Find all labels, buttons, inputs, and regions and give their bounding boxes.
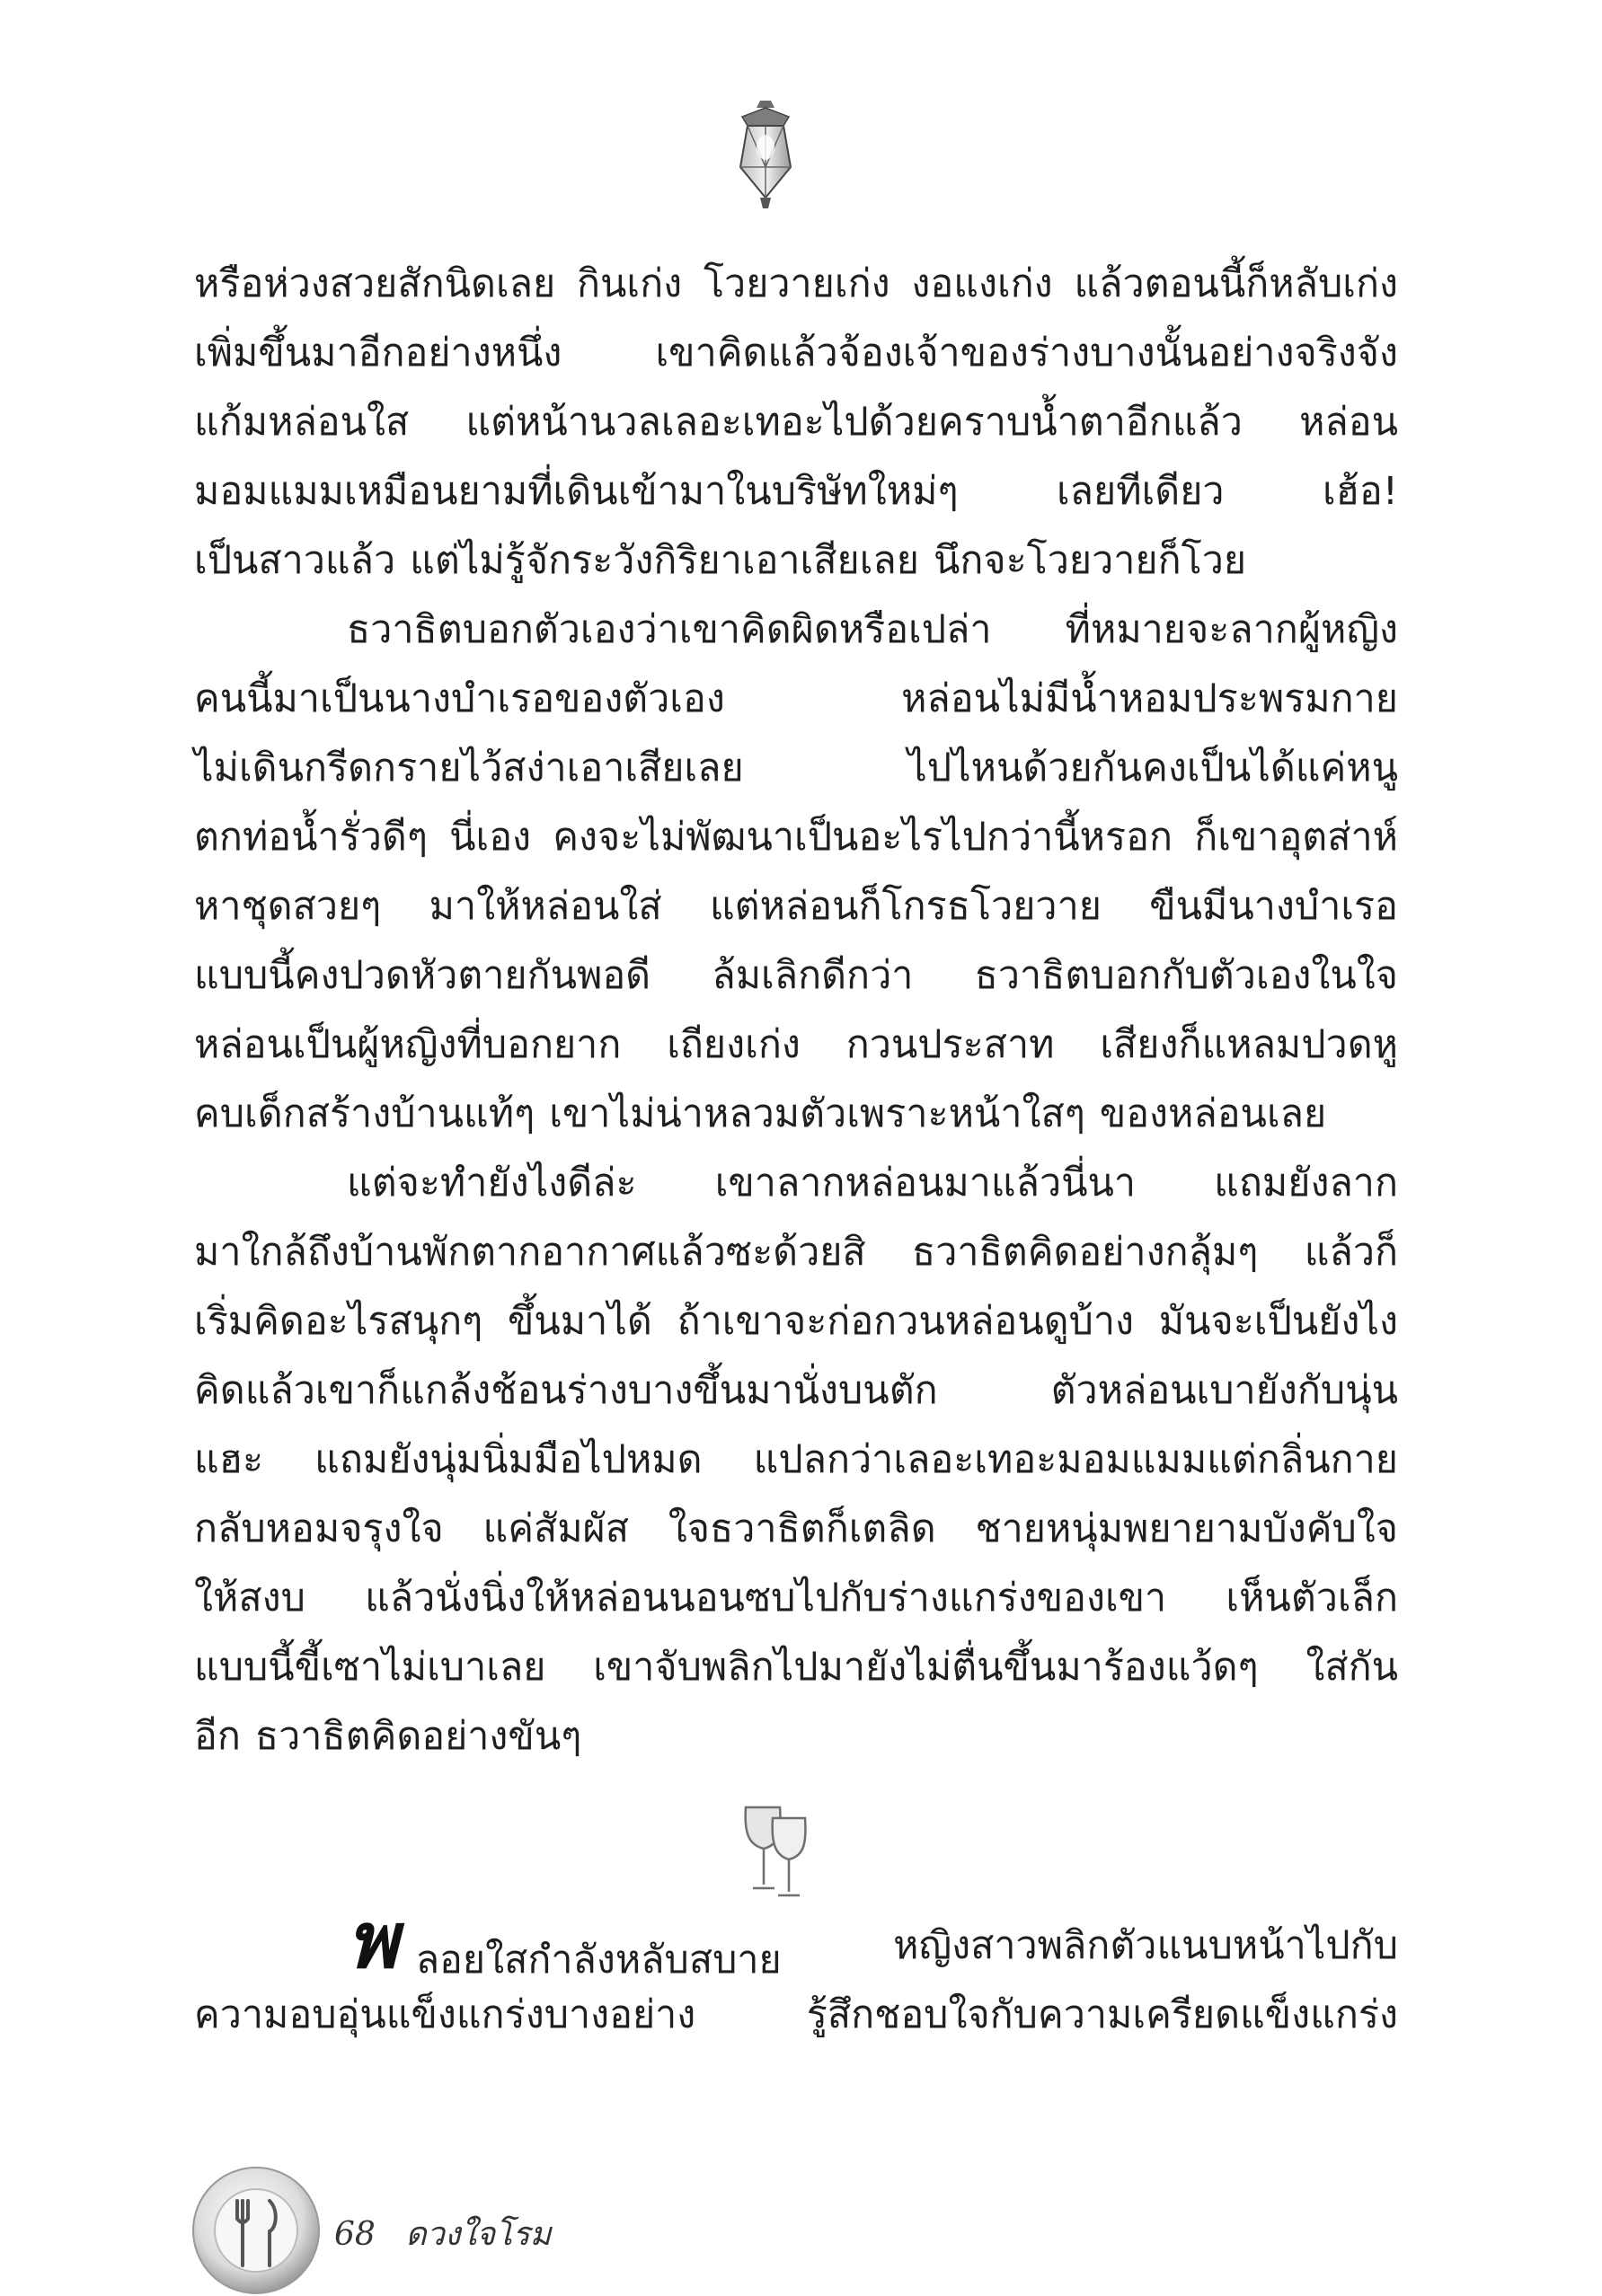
text-segment: ที่หมายจะลากผู้หญิง [1065, 607, 1398, 652]
text-segment: หาชุดสวยๆ [194, 884, 382, 929]
text-line [194, 1080, 1398, 1149]
text-segment: งอแงเก่ง [911, 261, 1053, 306]
text-segment: เลยทีเดียว [1056, 469, 1225, 514]
text-line [194, 1356, 1398, 1426]
text-segment: มันจะเป็นยังไง [1158, 1299, 1398, 1344]
section-two [194, 1895, 1398, 2050]
text-segment: อีก [194, 1714, 241, 1759]
text-line [194, 1011, 1398, 1080]
text-line [194, 388, 1398, 457]
drop-cap: พ [347, 1895, 398, 1986]
text-segment: แต่หน้านวลเลอะเทอะไปด้วยคราบน้ำตาอีกแล้ว [465, 400, 1243, 445]
text-segment: นี่เอง [449, 815, 532, 860]
text-line [194, 734, 1398, 803]
text-segment: ใส่กัน [1305, 1645, 1398, 1690]
text-line [194, 872, 1398, 941]
text-segment: มาใกล้ถึงบ้านพักตากอากาศแล้วซะด้วยสิ [194, 1230, 866, 1275]
text-segment: แบบนี้ขี้เซาไม่เบาเลย [194, 1645, 546, 1690]
text-segment: เห็นตัวเล็ก [1226, 1576, 1398, 1620]
text-segment: ของหล่อนเลย [1099, 1091, 1327, 1136]
text-line [194, 1149, 1398, 1218]
text-segment: กวนประสาท [845, 1022, 1055, 1067]
text-line [194, 1633, 1398, 1702]
text-line [194, 941, 1398, 1011]
lantern-icon [724, 97, 807, 212]
text-segment: ไม่เดินกรีดกรายไว้สง่าเอาเสียเลย [194, 746, 744, 790]
text-segment: ไปไหนด้วยกันคงเป็นได้แค่หนู [907, 746, 1398, 790]
text-segment: เพิ่มขึ้นมาอีกอย่างหนึ่ง [194, 331, 562, 375]
text-segment: กลับหอมจรุงใจ [194, 1506, 444, 1551]
text-line [194, 1218, 1398, 1287]
text-segment: รู้สึกชอบใจกับความเครียดแข็งแกร่ง [806, 1992, 1398, 2037]
text-line [194, 596, 1398, 665]
text-line [194, 1426, 1398, 1495]
text-segment: เสียงก็แหลมปวดหู [1100, 1022, 1398, 1067]
body-text [194, 250, 1398, 1771]
text-segment: แถมยังลาก [1214, 1161, 1398, 1205]
text-segment: เริ่มคิดอะไรสนุกๆ [194, 1299, 483, 1344]
page-number: 68 [334, 2216, 376, 2253]
text-segment: มาให้หล่อนใส่ [429, 884, 662, 929]
text-segment: เขาไม่น่าหลวมตัวเพราะหน้าใสๆ [549, 1091, 1085, 1136]
wine-glasses-icon [737, 1798, 812, 1899]
text-segment: ขึ้นมาได้ [508, 1299, 652, 1344]
page-footer [334, 2208, 552, 2259]
text-segment: ธวาธิตบอกกับตัวเองในใจ [974, 953, 1398, 998]
text-segment: ธวาธิตคิดอย่างขันๆ [254, 1714, 582, 1759]
text-segment: ล้มเลิกดีกว่า [712, 953, 914, 998]
plate-cutlery-icon [190, 2165, 322, 2296]
text-segment: คนนี้มาเป็นนางบำเรอของตัวเอง [194, 676, 725, 721]
text-segment: ธวาธิตคิดอย่างกลุ้มๆ [912, 1230, 1259, 1275]
text-line [194, 1702, 1398, 1771]
text-line [194, 1287, 1398, 1356]
text-segment: คงจะไม่พัฒนาเป็นอะไรไปกว่านี้หรอก [553, 815, 1173, 860]
text-line [194, 250, 1398, 319]
text-line [194, 1564, 1398, 1633]
text-segment: หล่อน [1299, 400, 1398, 445]
text-segment: แปลกว่าเลอะเทอะมอมแมมแต่กลิ่นกาย [753, 1437, 1398, 1482]
text-segment: แถมยังนุ่มนิ่มมือไปหมด [314, 1437, 703, 1482]
text-segment: แฮะ [194, 1437, 264, 1482]
text-segment: แก้มหล่อนใส [194, 400, 410, 445]
text-segment: ความอบอุ่นแข็งแกร่งบางอย่าง [194, 1992, 696, 2037]
text-segment: แบบนี้คงปวดหัวตายกันพอดี [194, 953, 651, 998]
text-segment: คิดแล้วเขาก็แกล้งช้อนร่างบางขึ้นมานั่งบนตัก [194, 1368, 938, 1413]
text-segment: โวยวายเก่ง [703, 261, 890, 306]
text-segment: ถ้าเขาจะก่อกวนหล่อนดูบ้าง [677, 1299, 1135, 1344]
text-line [194, 319, 1398, 388]
text-line [194, 1495, 1398, 1564]
text-segment: กินเก่ง [576, 261, 683, 306]
text-segment: แล้วก็ [1304, 1230, 1398, 1275]
text-segment: เป็นสาวแล้ว [194, 538, 396, 583]
text-segment: ก็เขาอุตส่าห์ [1194, 815, 1398, 860]
text-segment: ชายหนุ่มพยายามบังคับใจ [975, 1506, 1398, 1551]
text-segment: เฮ้อ! [1322, 469, 1398, 514]
text-line [194, 457, 1398, 526]
text-segment: แต่ไม่รู้จักระวังกิริยาเอาเสียเลย [410, 538, 919, 583]
text-segment: นึกจะโวยวายก็โวย [933, 538, 1247, 583]
text-line [194, 665, 1398, 734]
text-segment: แล้วตอนนี้ก็หลับเก่ง [1074, 261, 1398, 306]
text-line [194, 526, 1398, 596]
text-segment: เถียงเก่ง [667, 1022, 801, 1067]
text-segment: ใจธวาธิตก็เตลิด [668, 1506, 936, 1551]
text-segment: หญิงสาวพลิกตัวแนบหน้าไปกับ [893, 1923, 1398, 1968]
text-segment: แต่หล่อนก็โกรธโวยวาย [709, 884, 1102, 929]
text-segment: ธวาธิตบอกตัวเองว่าเขาคิดผิดหรือเปล่า [347, 607, 992, 652]
text-segment: แค่สัมผัส [482, 1506, 629, 1551]
text-segment: ตัวหล่อนเบายังกับนุ่น [1050, 1368, 1398, 1413]
text-segment: เขาคิดแล้วจ้องเจ้าของร่างบางนั้นอย่างจริงจัง [655, 331, 1398, 375]
text-segment: เขาลากหล่อนมาแล้วนี่นา [714, 1161, 1137, 1205]
text-segment: มอมแมมเหมือนยามที่เดินเข้ามาในบริษัทใหม่ๆ [194, 469, 959, 514]
text-segment: คบเด็กสร้างบ้านแท้ๆ [194, 1091, 535, 1136]
text-segment: หรือห่วงสวยสักนิดเลย [194, 261, 556, 306]
text-segment: หล่อนเป็นผู้หญิงที่บอกยาก [194, 1022, 622, 1067]
text-segment: แต่จะทำยังไงดีล่ะ [347, 1161, 637, 1205]
text-segment: ลอยใสกำลังหลับสบาย [415, 1938, 782, 1983]
text-line [194, 803, 1398, 872]
book-title: ดวงใจโรม [405, 2216, 552, 2253]
text-segment: เขาจับพลิกไปมายังไม่ตื่นขึ้นมาร้องแว้ดๆ [593, 1645, 1259, 1690]
text-segment: ตกท่อน้ำรั่วดีๆ [194, 815, 428, 860]
text-segment: ขืนมีนางบำเรอ [1149, 884, 1398, 929]
text-segment: ให้สงบ [194, 1576, 305, 1620]
text-segment: หล่อนไม่มีน้ำหอมประพรมกาย [901, 676, 1398, 721]
text-segment: แล้วนั่งนิ่งให้หล่อนนอนซบไปกับร่างแกร่งของเขา [365, 1576, 1167, 1620]
